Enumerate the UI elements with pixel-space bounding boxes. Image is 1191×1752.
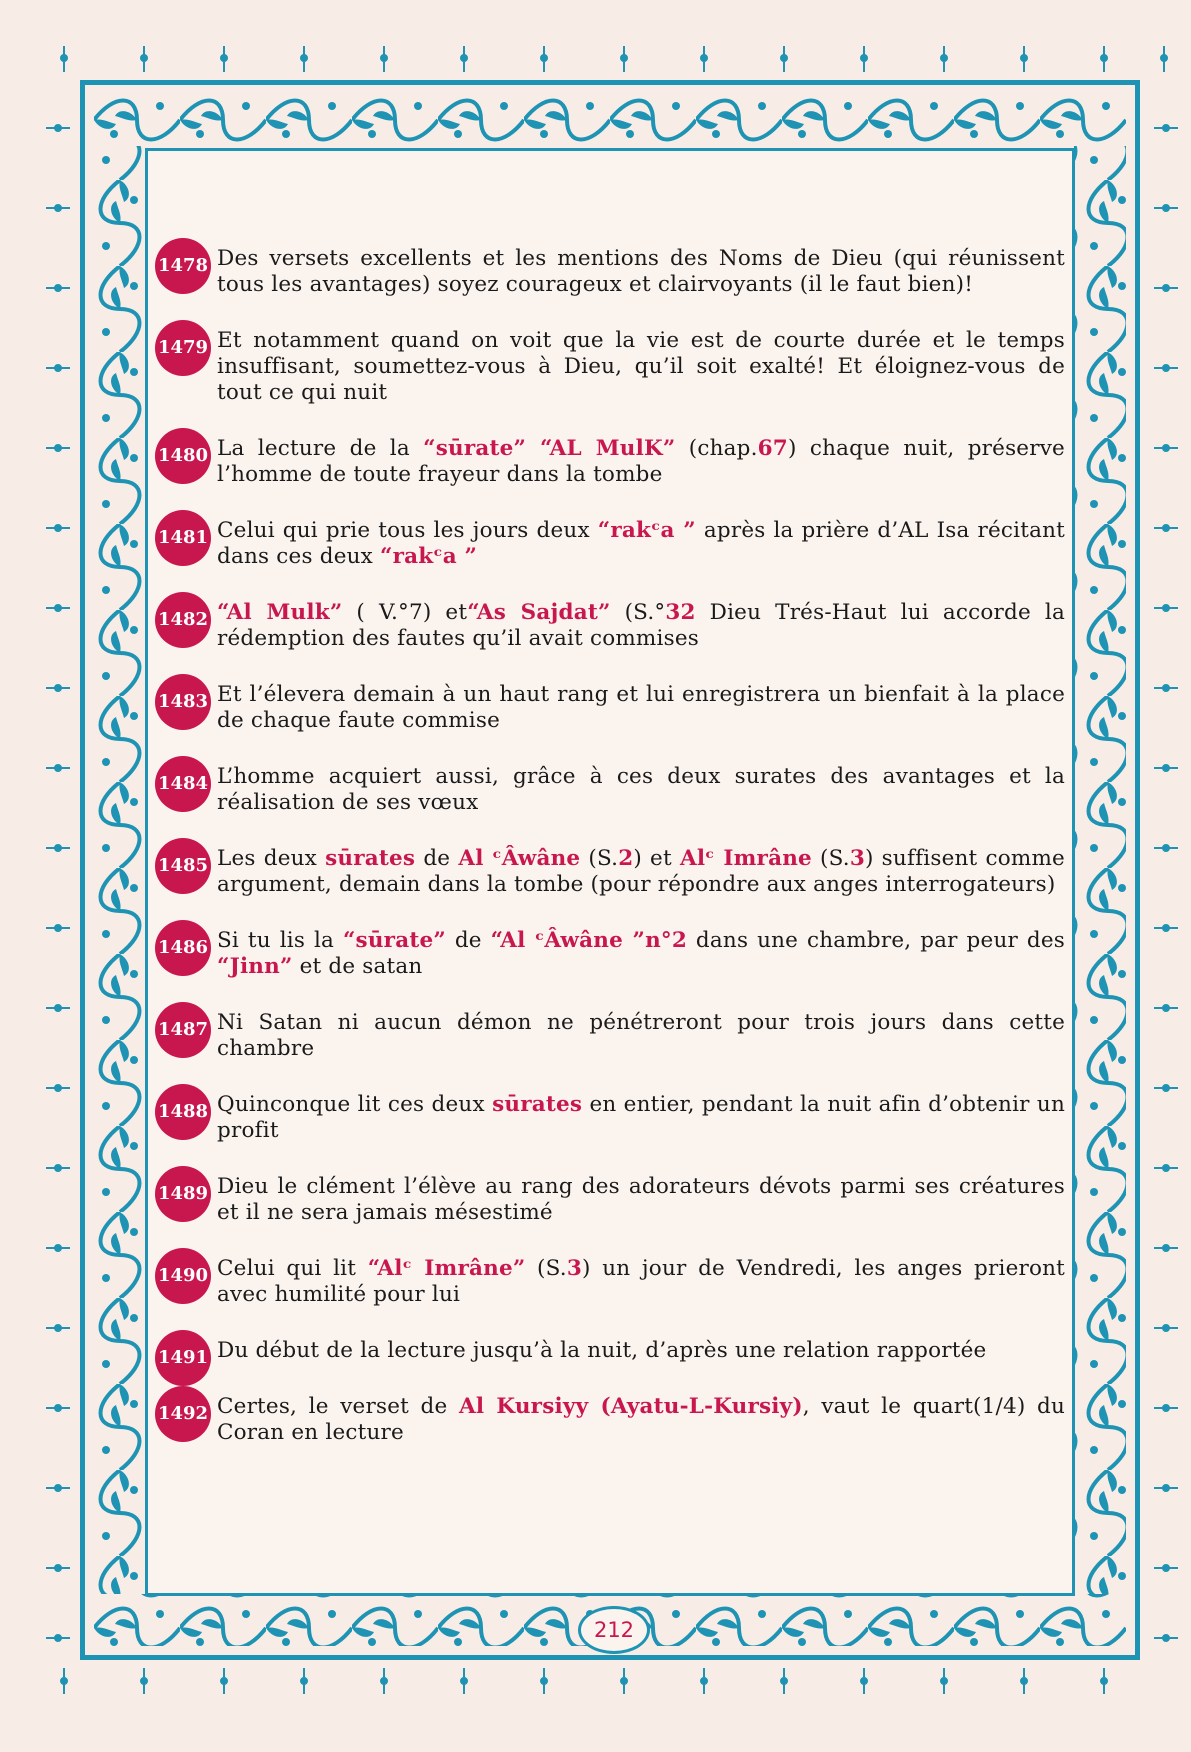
entry-text: (S. [811,846,850,871]
highlight-term: sūrates [325,846,416,871]
entry-number-badge: 1488 [155,1084,211,1140]
entry-text: ) suffisent comme argument, demain dans la tombe (pour répondre aux anges interrogateurs) [217,846,1065,897]
list-item [155,928,1065,980]
entry-text: dans une chambre, par peur des [687,928,1065,953]
entry-text: La lecture de la [217,436,424,461]
entry-text: Certes, le verset de [217,1394,459,1419]
list-item [155,764,1065,816]
list-item [155,1394,1065,1446]
list-item [155,1338,1065,1368]
highlight-term: Al Kursiyy (Ayatu-L-Kursiy) [458,1394,803,1419]
entry-text: et de satan [292,954,423,979]
highlight-term: 67 [757,436,788,461]
entry-text: Et l’élevera demain à un haut rang et lui enregistrera un bienfait à la place de chaque faute commise [217,682,1065,733]
entry-number-badge: 1487 [155,1002,211,1058]
highlight-term: “Al ᶜÂwâne ”n°2 [490,928,688,953]
highlight-term: “sūrate” “AL MulK” [423,436,676,461]
entry-number-badge: 1482 [155,592,211,648]
highlight-term: “Alᶜ Imrâne” [367,1256,526,1281]
entry-text: ( V.°7) et [342,600,468,625]
entry-text: de [445,928,491,953]
highlight-term: 32 [665,600,696,625]
entry-text: après la prière d’AL Isa récitant dans ces deux [217,518,1065,569]
entry-text: , vaut le quart(1/4) du Coran en lecture [217,1394,1065,1445]
entry-text: Quinconque lit ces deux [217,1092,493,1117]
entry-number-badge: 1479 [155,320,211,376]
list-item [155,1092,1065,1144]
list-item [155,518,1065,570]
list-item [155,682,1065,734]
highlight-term: “Al Mulk” [217,600,343,625]
entry-text: ) et [633,846,680,871]
highlight-term: sūrates [492,1092,583,1117]
entry-text: de [415,846,459,871]
highlight-term: 2 [618,846,634,871]
highlight-term: “rakᶜa ” [380,544,478,569]
list-item [155,1010,1065,1062]
entry-text: Ni Satan ni aucun démon ne pénétreront pour trois jours dans cette chambre [217,1010,1065,1061]
highlight-term: “Jinn” [217,954,293,979]
entry-number-badge: 1491 [155,1330,211,1386]
entry-number-badge: 1485 [155,838,211,894]
entry-number-badge: 1484 [155,756,211,812]
entry-text: Dieu Trés-Haut lui accorde la rédemption des fautes qu’il avait commises [217,600,1065,651]
list-item [155,436,1065,488]
page-number: 212 [578,1606,650,1654]
entry-text: (S. [525,1256,567,1281]
entry-number-badge: 1480 [155,428,211,484]
entry-text: L’homme acquiert aussi, grâce à ces deux surates des avantages et la réalisation de ses vœux [217,764,1065,815]
entry-text: (S. [580,846,619,871]
highlight-term: “As Sajdat” [467,600,611,625]
entry-number-badge: 1481 [155,510,211,566]
entry-text: ) un jour de Vendredi, les anges prieront avec humilité pour lui [217,1256,1065,1307]
list-item [155,1174,1065,1226]
highlight-term: Al ᶜÂwâne [458,846,581,871]
entry-number-badge: 1489 [155,1166,211,1222]
list-item [155,846,1065,898]
entry-number-badge: 1492 [155,1386,211,1442]
highlight-term: 3 [566,1256,582,1281]
entry-number-badge: 1478 [155,238,211,294]
entry-text: Celui qui lit [217,1256,368,1281]
list-item [155,328,1065,406]
highlight-term: Alᶜ Imrâne [679,846,812,871]
entry-text: (S.° [610,600,666,625]
entry-text: en entier, pendant la nuit afin d’obtenir un profit [217,1092,1065,1143]
list-item [155,1256,1065,1308]
entry-text: ) chaque nuit, préserve l’homme de toute frayeur dans la tombe [217,436,1065,487]
entry-number-badge: 1483 [155,674,211,730]
entry-text: Dieu le clément l’élève au rang des adorateurs dévots parmi ses créatures et il ne sera jamais mésestimé [217,1174,1065,1225]
entry-text: Et notamment quand on voit que la vie est de courte durée et le temps insuffisant, soumettez-vous à Dieu, qu’il soit exalté! Et éloignez-vous de tout ce qui nuit [217,328,1065,405]
entry-text: Si tu lis la [217,928,343,953]
highlight-term: 3 [849,846,865,871]
entry-text: Celui qui prie tous les jours deux [217,518,598,543]
entry-number-badge: 1486 [155,920,211,976]
entry-text: Du début de la lecture jusqu’à la nuit, d’après une relation rapportée [217,1338,987,1363]
highlight-term: “rakᶜa ” [597,518,696,543]
verse-list [155,246,1065,1446]
entry-text: Les deux [217,846,326,871]
entry-number-badge: 1490 [155,1248,211,1304]
entry-text: (chap. [675,436,758,461]
entry-text: Des versets excellents et les mentions des Noms de Dieu (qui réunissent tous les avantages) soyez courageux et clairvoyants (il le faut bien)! [217,246,1065,297]
list-item [155,600,1065,652]
highlight-term: “sūrate” [342,928,446,953]
list-item [155,246,1065,298]
